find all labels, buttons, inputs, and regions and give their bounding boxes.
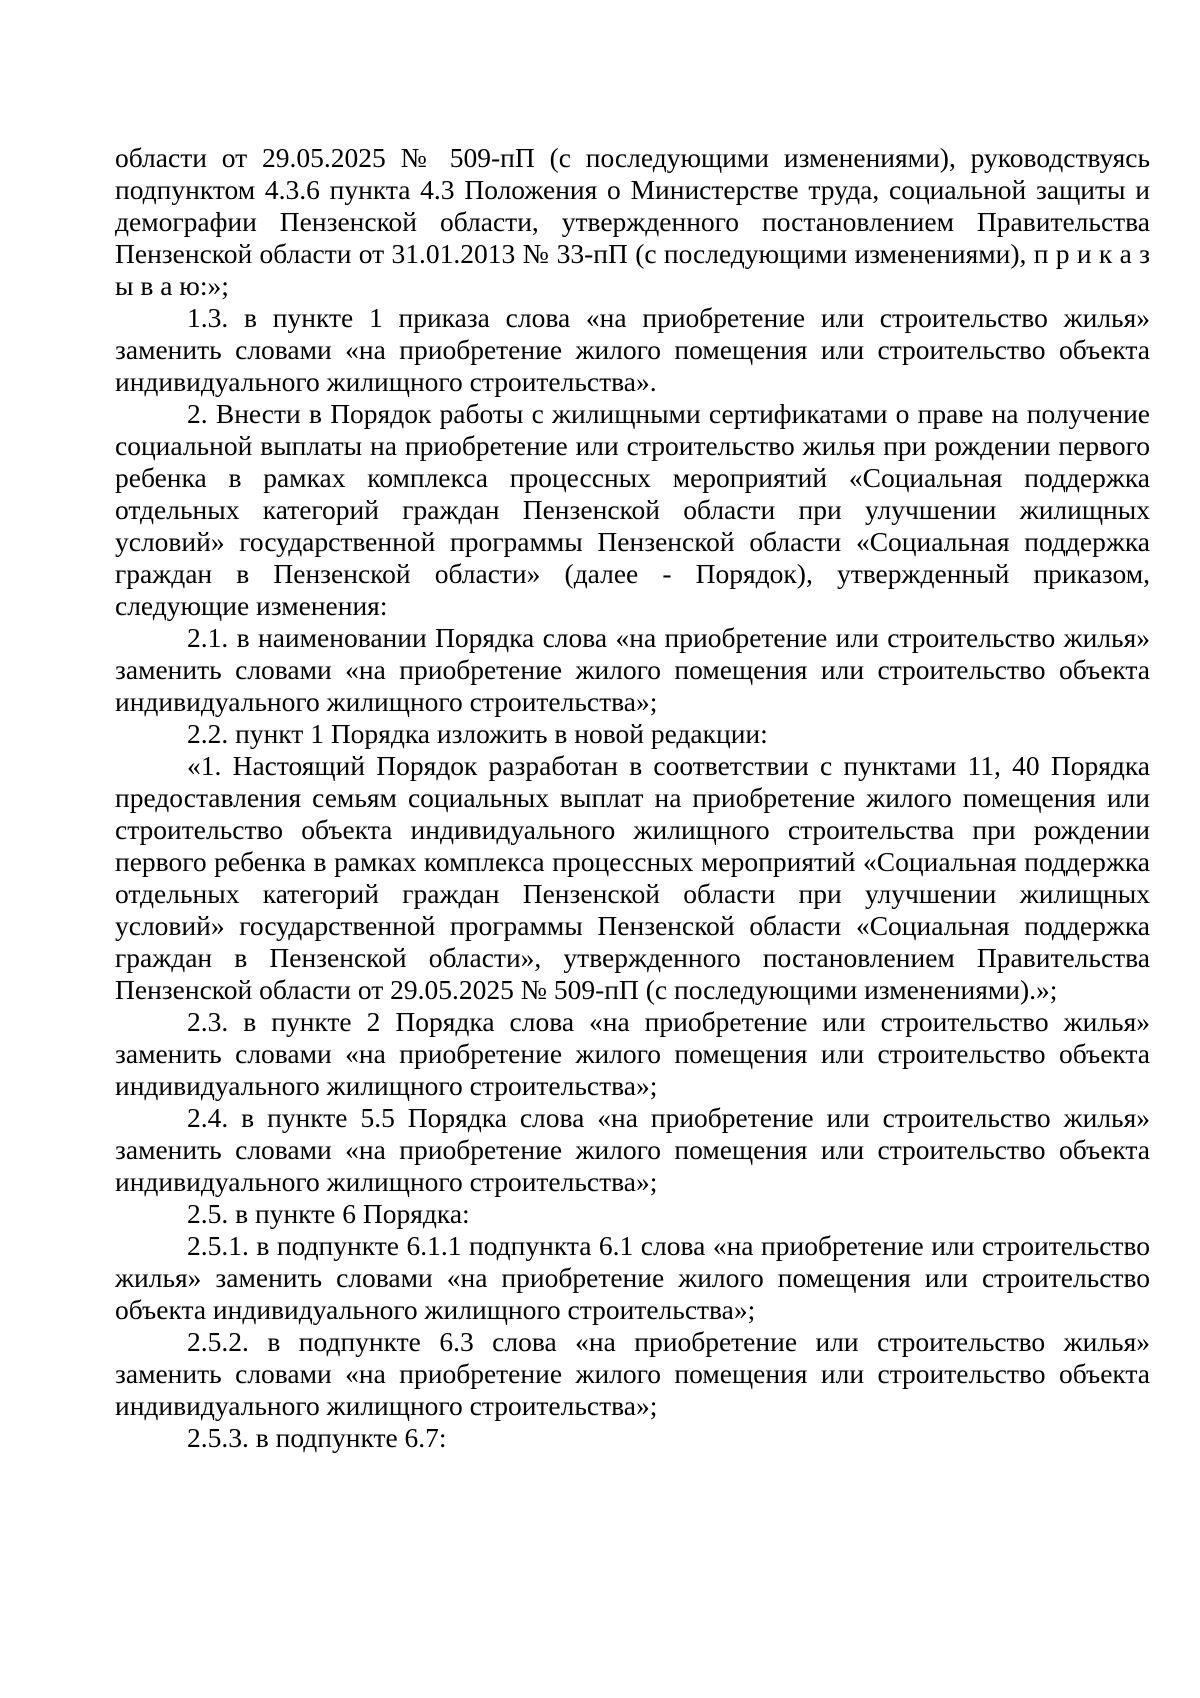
- paragraph-2-3: 2.3. в пункте 2 Порядка слова «на приобретение или строительство жилья» заменить словами «на приобретение жилого помещения или строительство объекта индивидуального жилищного строительства»;: [115, 1006, 1150, 1101]
- paragraph-2-1: 2.1. в наименовании Порядка слова «на приобретение или строительство жилья» заменить словами «на приобретение жилого помещения или строительство объекта индивидуального жилищного строительства»;: [115, 622, 1150, 717]
- paragraph-2-5-3: 2.5.3. в подпункте 6.7:: [187, 1422, 447, 1453]
- paragraph-continuation: области от 29.05.2025 № 509-пП (с последующими изменениями), руководствуясь подпунктом 4.3.6 пункта 4.3 Положения о Министерстве труда, социальной защиты и демографии Пензенской области, утвержденного постановлением Правительства Пензенской области от 31.01.2013 № 33-пП (с последующими изменениями), п р и к а з ы в а ю:»;: [115, 142, 1150, 301]
- paragraph-2: 2. Внести в Порядок работы с жилищными сертификатами о праве на получение социальной выплаты на приобретение или строительство жилья при рождении первого ребенка в рамках комплекса процессных мероприятий «Социальная поддержка отдельных категорий граждан Пензенской области при улучшении жилищных условий» государственной программы Пензенской области «Социальная поддержка граждан в Пензенской области» (далее - Порядок), утвержденный приказом, следующие изменения:: [115, 398, 1150, 621]
- paragraph-2-5: 2.5. в пункте 6 Порядка:: [187, 1198, 470, 1229]
- paragraph-2-4: 2.4. в пункте 5.5 Порядка слова «на приобретение или строительство жилья» заменить словами «на приобретение жилого помещения или строительство объекта индивидуального жилищного строительства»;: [115, 1102, 1150, 1197]
- document-page: [115, 142, 1150, 1454]
- paragraph-1-3: 1.3. в пункте 1 приказа слова «на приобретение или строительство жилья» заменить словами «на приобретение жилого помещения или строительство объекта индивидуального жилищного строительства».: [115, 302, 1150, 397]
- paragraph-quoted-point-1: «1. Настоящий Порядок разработан в соответствии с пунктами 11, 40 Порядка предоставления семьям социальных выплат на приобретение жилого помещения или строительство объекта индивидуального жилищного строительства при рождении первого ребенка в рамках комплекса процессных мероприятий «Социальная поддержка отдельных категорий граждан Пензенской области при улучшении жилищных условий» государственной программы Пензенской области «Социальная поддержка граждан в Пензенской области», утвержденного постановлением Правительства Пензенской области от 29.05.2025 № 509-пП (с последующими изменениями).»;: [115, 750, 1150, 1005]
- paragraph-2-2: 2.2. пункт 1 Порядка изложить в новой редакции:: [187, 718, 768, 749]
- paragraph-2-5-2: 2.5.2. в подпункте 6.3 слова «на приобретение или строительство жилья» заменить словами «на приобретение жилого помещения или строительство объекта индивидуального жилищного строительства»;: [115, 1326, 1150, 1421]
- paragraph-2-5-1: 2.5.1. в подпункте 6.1.1 подпункта 6.1 слова «на приобретение или строительство жилья» заменить словами «на приобретение жилого помещения или строительство объекта индивидуального жилищного строительства»;: [115, 1230, 1150, 1325]
